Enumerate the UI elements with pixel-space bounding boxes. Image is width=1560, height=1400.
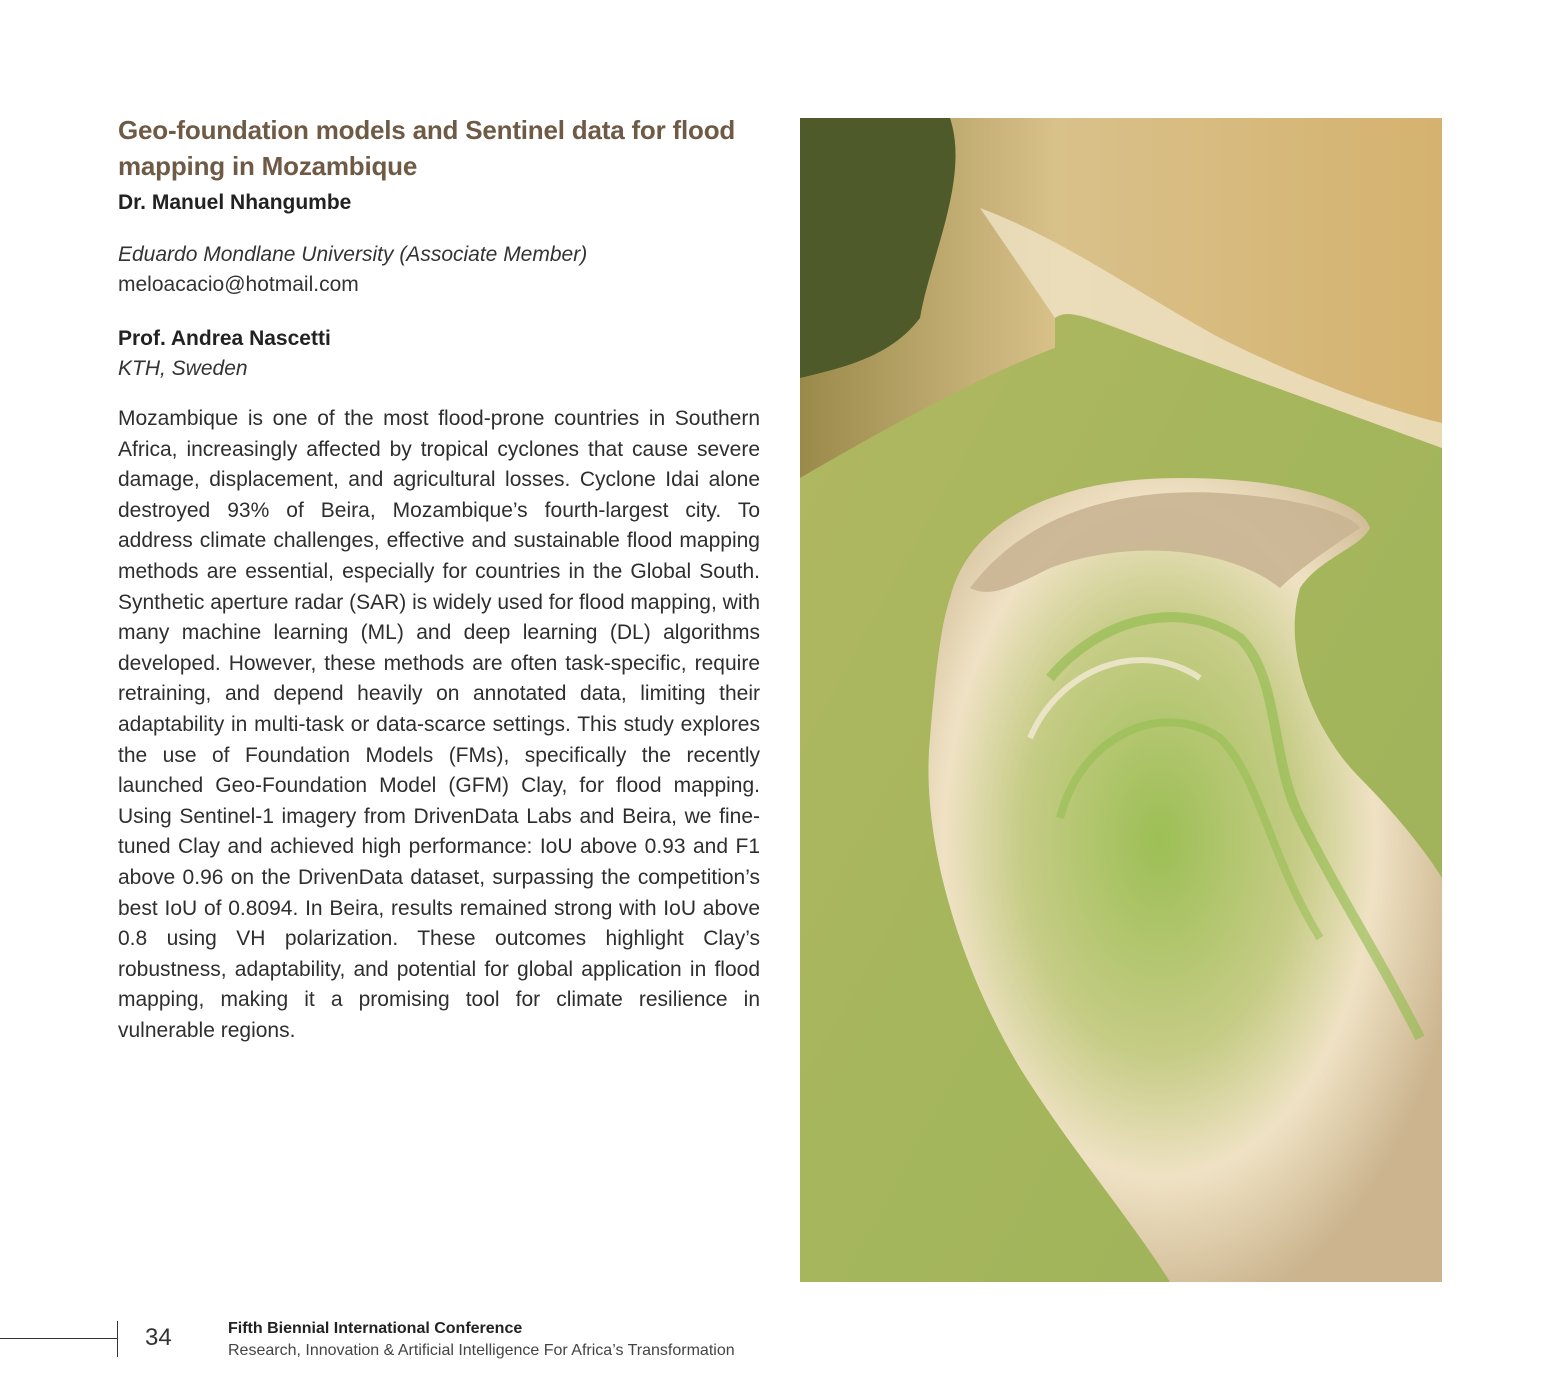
author-name: Prof. Andrea Nascetti	[118, 327, 331, 350]
abstract-text: Mozambique is one of the most flood-prone countries in Southern Africa, increasingly affected by tropical cyclones that cause severe damage, displacement, and agricultural losses. Cyclone Idai alone destroyed 93% of Beira, Mozambique’s fourth-largest city. To address climate challenges, effective and sustainable flood mapping methods are essential, especially for countries in the Global South. Synthetic aperture radar (SAR) is widely used for flood mapping, with many machine learning (ML) and deep learning (DL) algorithms developed. However, these methods are often task-specific, require retraining, and depend heavily on annotated data, limiting their adaptability in multi-task or data-scarce settings. This study explores the use of Foundation Models (FMs), specifically the recently launched Geo-Foundation Model (GFM) Clay, for flood mapping. Using Sentinel-1 imagery from DrivenData Labs and Beira, we fine-tuned Clay and achieved high performance: IoU above 0.93 and F1 above 0.96 on the DrivenData dataset, surpassing the competition’s best IoU of 0.8094. In Beira, results remained strong with IoU above 0.8 using VH polarization. These outcomes highlight Clay’s robustness, adaptability, and potential for global application in flood mapping, making it a promising tool for climate resilience in vulnerable regions.	[118, 407, 760, 1042]
author-affiliation: Eduardo Mondlane University (Associate Member)	[118, 243, 588, 266]
conference-title: Fifth Biennial International Conference	[228, 1320, 523, 1337]
article-text-column	[118, 112, 760, 1067]
conference-subtitle: Research, Innovation & Artificial Intelligence For Africa’s Transformation	[228, 1342, 735, 1359]
article-title: Geo-foundation models and Sentinel data for flood mapping in Mozambique	[118, 115, 736, 181]
author-affiliation: KTH, Sweden	[118, 357, 248, 380]
author-email[interactable]: meloacacio@hotmail.com	[118, 273, 359, 296]
footer-rule	[0, 1338, 117, 1339]
footer-divider	[117, 1321, 118, 1357]
page-number: 34	[145, 1324, 172, 1351]
aerial-photo-illustration	[800, 118, 1442, 1282]
author-name: Dr. Manuel Nhangumbe	[118, 191, 352, 214]
footer-conference	[228, 1318, 735, 1362]
aerial-photo	[800, 118, 1442, 1282]
